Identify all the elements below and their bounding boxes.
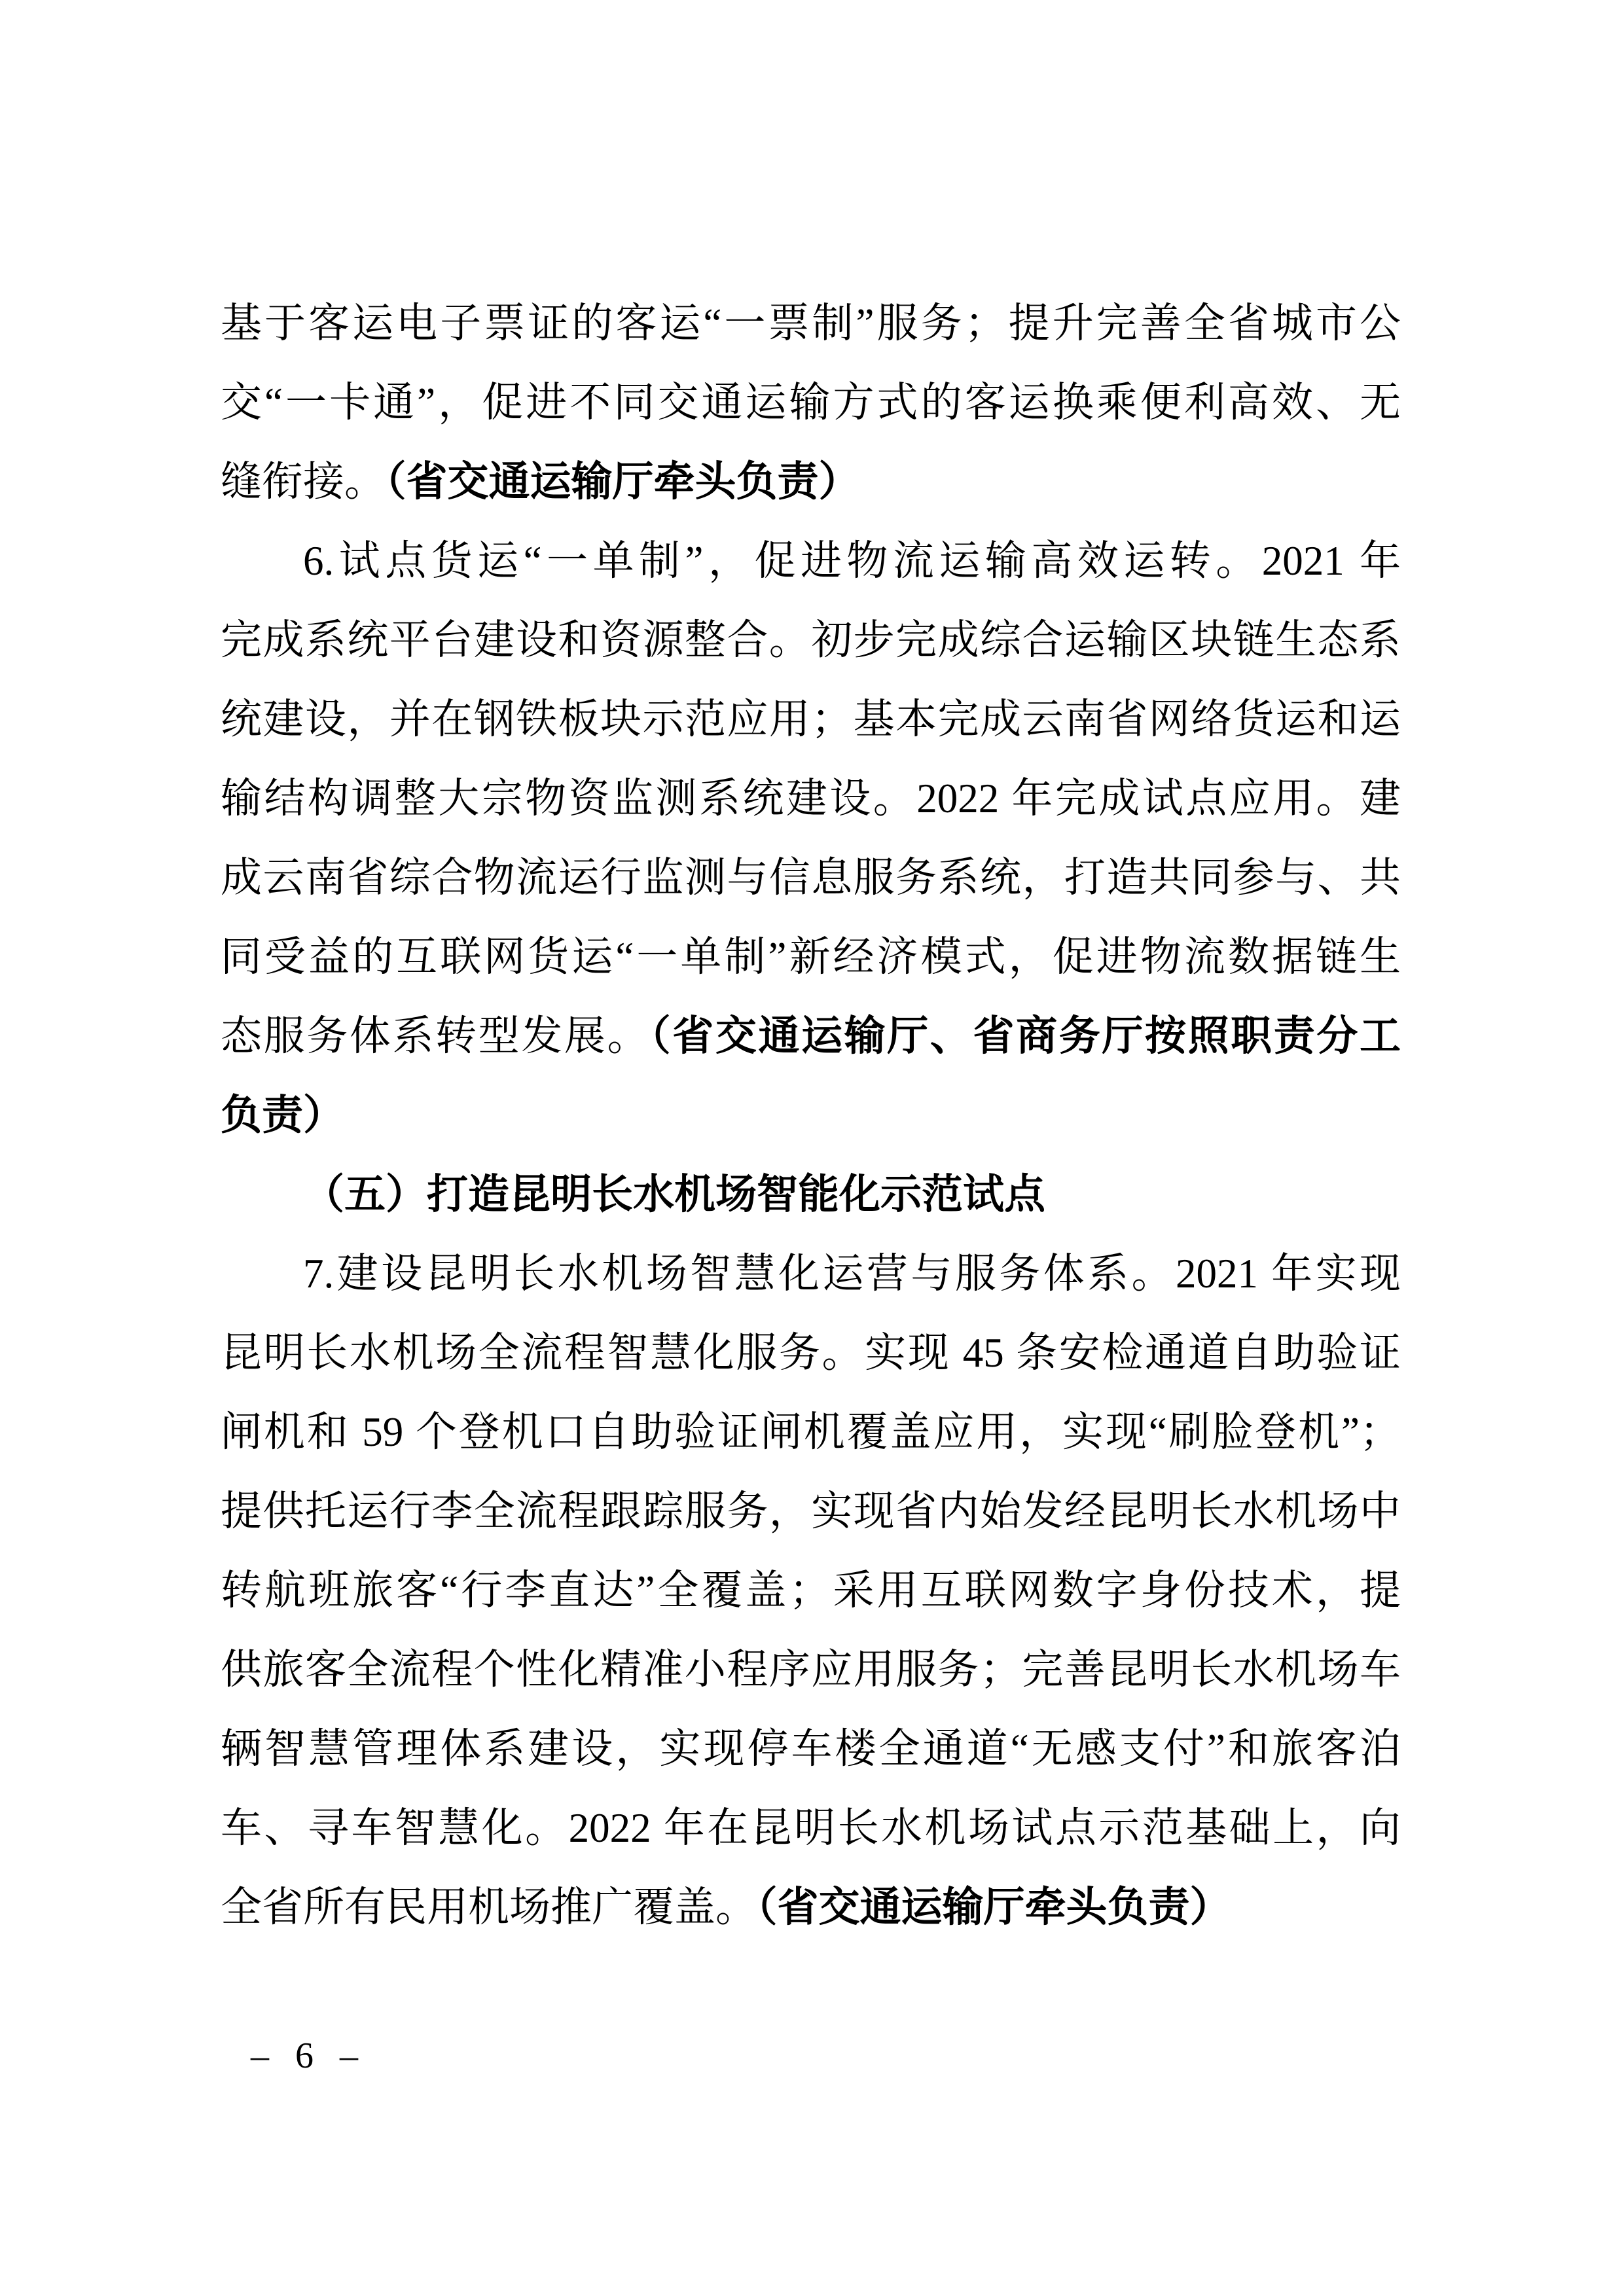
- responsible-department-note: （五）打造昆明长水机场智能化示范试点: [303, 1172, 1045, 1217]
- responsible-department-note: 负责）: [221, 1092, 344, 1138]
- body-text: 全省所有民用机场推广覆盖。: [221, 1884, 757, 1930]
- body-text: 昆明长水机场全流程智慧化服务。实现 45 条安检通道自助验证: [221, 1330, 1401, 1376]
- text-line: [221, 1710, 1401, 1789]
- body-text: 6.试点货运“一单制”，促进物流运输高效运转。2021 年: [303, 538, 1401, 584]
- text-line: [221, 759, 1401, 838]
- body-text: 输结构调整大宗物资监测系统建设。2022 年完成试点应用。建: [221, 776, 1401, 821]
- body-text: 闸机和 59 个登机口自助验证闸机覆盖应用，实现“刷脸登机”；: [221, 1409, 1401, 1455]
- text-line: [221, 1234, 1401, 1314]
- text-line: [221, 838, 1401, 918]
- body-text: 同受益的互联网货运“一单制”新经济模式，促进物流数据链生: [221, 934, 1401, 980]
- body-text: 态服务体系转型发展。: [221, 1013, 651, 1059]
- responsible-department-note: （省交通运输厅牵头负责）: [757, 1884, 1231, 1930]
- responsible-department-note: （省交通运输厅牵头负责）: [386, 459, 860, 505]
- text-line: [221, 918, 1401, 997]
- section-heading: [221, 1155, 1401, 1234]
- text-line: [221, 1076, 1401, 1155]
- body-text: 辆智慧管理体系建设，实现停车楼全通道“无感支付”和旅客泊: [221, 1726, 1401, 1772]
- text-line: [221, 363, 1401, 442]
- text-line: [221, 601, 1401, 680]
- document-body: [221, 284, 1401, 1947]
- page-number: – 6 –: [251, 2036, 358, 2076]
- text-line: [221, 680, 1401, 759]
- text-line: [221, 442, 1401, 522]
- body-text: 转航班旅客“行李直达”全覆盖；采用互联网数字身份技术，提: [221, 1568, 1401, 1613]
- body-text: 完成系统平台建设和资源整合。初步完成综合运输区块链生态系: [221, 617, 1401, 663]
- text-line: [221, 1630, 1401, 1710]
- body-text: 提供托运行李全流程跟踪服务，实现省内始发经昆明长水机场中: [221, 1488, 1401, 1534]
- body-text: 交“一卡通”，促进不同交通运输方式的客运换乘便利高效、无: [221, 380, 1401, 425]
- body-text: 7.建设昆明长水机场智慧化运营与服务体系。2021 年实现: [303, 1251, 1401, 1297]
- body-text: 统建设，并在钢铁板块示范应用；基本完成云南省网络货运和运: [221, 696, 1401, 742]
- text-line: [221, 1868, 1401, 1947]
- text-line: [221, 1472, 1401, 1551]
- body-text: 供旅客全流程个性化精准小程序应用服务；完善昆明长水机场车: [221, 1647, 1401, 1693]
- text-line: [221, 1393, 1401, 1472]
- body-text: 车、寻车智慧化。2022 年在昆明长水机场试点示范基础上，向: [221, 1805, 1401, 1851]
- text-line: [221, 522, 1401, 601]
- text-line: [221, 1789, 1401, 1868]
- text-line: [221, 1551, 1401, 1630]
- text-line: [221, 284, 1401, 363]
- responsible-department-note: （省交通运输厅、省商务厅按照职责分工: [650, 1013, 1401, 1059]
- text-line: [221, 1314, 1401, 1393]
- body-text: 成云南省综合物流运行监测与信息服务系统，打造共同参与、共: [221, 855, 1401, 901]
- text-line: [221, 997, 1401, 1076]
- body-text: 缝衔接。: [221, 459, 386, 505]
- body-text: 基于客运电子票证的客运“一票制”服务；提升完善全省城市公: [221, 300, 1401, 346]
